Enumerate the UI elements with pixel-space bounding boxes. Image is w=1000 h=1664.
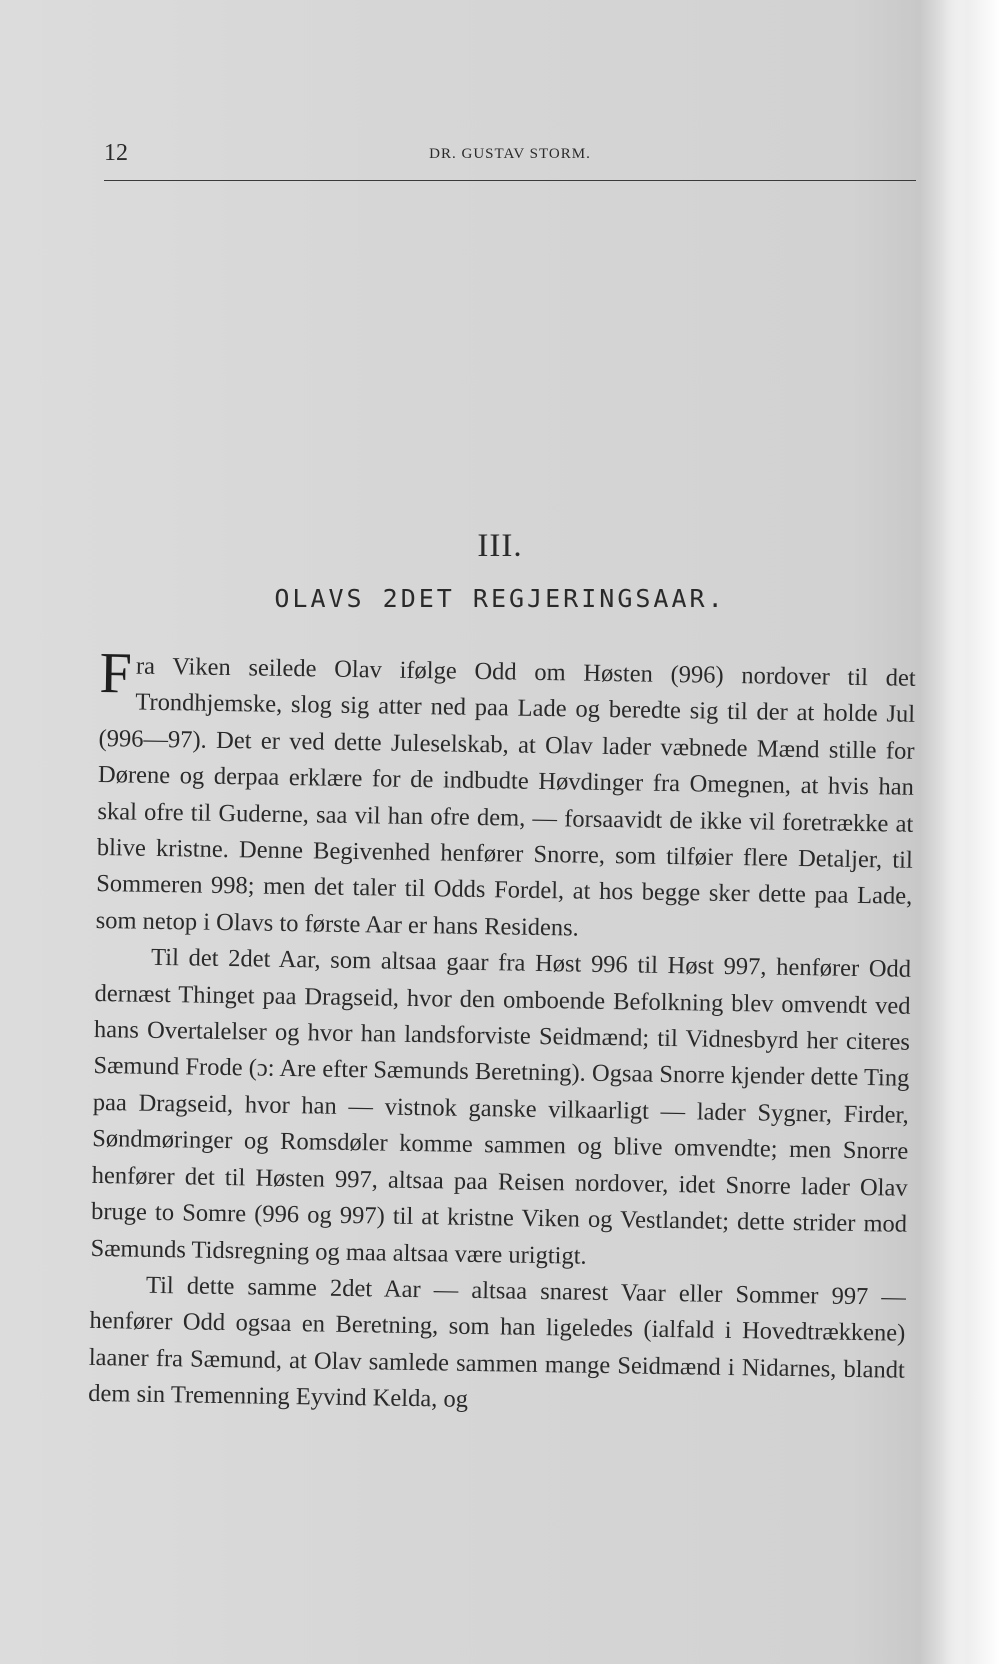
running-head: DR. GUSTAV STORM. (429, 146, 591, 162)
paragraph-text: Til det 2det Aar, som altsaa gaar fra Høst 996 til Høst 997, henfører Odd dernæst Thinget paa Dragseid, hvor den omboende Befolkning blev omvendt ved hans Overtalelser og hvor han landsforviste Seidmænd; til Vidnesbyrd her citeres Sæmund Frode (ɔ: Are efter Sæmunds Beretning). Ogsaa Snorre kjender dette Ting paa Dragseid, hvor han — vistnok ganske vilkaarligt — lader Sygner, Firder, Søndmøringer og Romsdøler komme sammen og blive omvendte; men Snorre henfører det til Høsten 997, altsaa paa Reisen nordover, idet Snorre lader Olav bruge to Somre (996 og 997) til at kristne Viken og Vestlandet; dette strider mod Sæmunds Tidsregning og maa altsaa være urigtigt. (90, 944, 912, 1270)
page-number: 12 (104, 140, 128, 166)
paragraph-text: ra Viken seilede Olav ifølge Odd om Høsten (996) nordover til det Trondhjemske, slog sig atter ned paa Lade og beredte sig til der at holde Jul (996—97). Det er ved dette Juleselskab, at Olav lader væbnede Mænd stille for Dørene og derpaa erklære for de indbudte Høvdinger fra Omegnen, at hvis han skal ofre til Guderne, saa vil han ofre dem, — forsaavidt de ikke vil foretrække at blive kristne. Denne Begivenhed henfører Snorre, som tilføier flere Detaljer, til Sommeren 998; men det taler til Odds Fordel, at hos begge sker dette paa Lade, som netop i Olavs to første Aar er hans Residens. (95, 652, 916, 942)
page-edge-shadow (942, 0, 1000, 1664)
page-header (104, 140, 916, 181)
paragraph-text: Til dette samme 2det Aar — altsaa snarest Vaar eller Sommer 997 — henfører Odd ogsaa en Beretning, som han ligeledes (ialfald i Hovedtrækkene) laaner fra Sæmund, at Olav samlede sammen mange Seidmænd i Nidarnes, blandt dem sin Tremenning Eyvind Kelda, og (88, 1271, 907, 1413)
paragraph (95, 640, 916, 952)
paragraph (88, 1267, 906, 1425)
drop-cap: F (99, 640, 133, 706)
paragraph (90, 939, 911, 1279)
chapter-number: III. (477, 528, 523, 564)
chapter-title: OLAVS 2DET REGJERINGSAAR. (274, 584, 726, 613)
body-text (88, 640, 916, 1425)
